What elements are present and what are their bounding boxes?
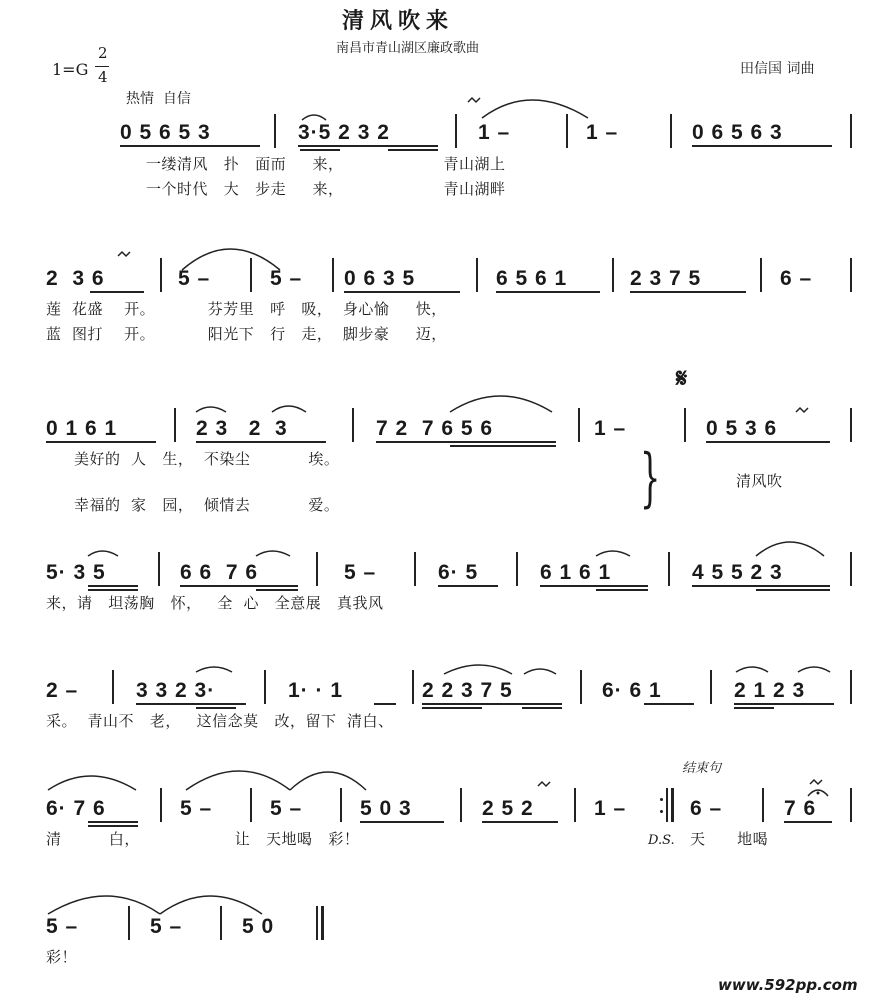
lyrics-r5: 采。 青山不 老， 这信念莫 改，留下 清白、 — [46, 712, 394, 730]
barline — [578, 408, 580, 442]
underline — [756, 589, 830, 591]
barline — [455, 114, 457, 148]
song-title: 清风吹来 — [342, 8, 455, 34]
tie-row7-a — [48, 896, 160, 914]
measure-r2-5: 6 5 6 1 — [496, 267, 568, 290]
barline — [160, 788, 162, 822]
barline — [220, 906, 222, 940]
song-subtitle: 南昌市青山湖区廉政歌曲 — [336, 41, 480, 56]
slur-row4-d — [756, 542, 824, 556]
meter-top: 2 — [98, 44, 108, 62]
lyrics-r6-after: 天 地喝 — [690, 830, 769, 848]
underline — [90, 291, 144, 293]
measure-r4-3: 5 – — [344, 561, 377, 584]
barline — [460, 788, 462, 822]
measure-r2-6: 2 3 7 5 — [630, 267, 702, 290]
slur-row4-b — [256, 551, 290, 556]
slur-row5-d — [736, 667, 768, 672]
measure-r6-7: 6 – — [690, 797, 723, 820]
lyrics-r3-v2: 幸福的 家 园， 倾情去 爱。 — [74, 496, 340, 514]
underline — [496, 291, 600, 293]
slur-row3-a — [196, 407, 226, 412]
barline — [316, 552, 318, 586]
underline — [540, 585, 648, 587]
underline — [180, 585, 298, 587]
lyrics-r3-refrain: 清风吹 — [736, 472, 783, 490]
measure-r2-1: 2 3 6 — [46, 267, 105, 290]
barline — [666, 788, 668, 822]
ornament-row1 — [468, 98, 480, 102]
measure-r1-3: 1 – — [478, 121, 511, 144]
barline — [340, 788, 342, 822]
barline — [250, 788, 252, 822]
measure-r1-5: 0 6 5 6 3 — [692, 121, 783, 144]
underline — [596, 589, 648, 591]
tie-row7-b — [160, 896, 262, 914]
lyrics-r2-v1: 莲 花盛 开。 芬芳里 呼 吸， 身心愉 快， — [46, 300, 447, 318]
barline — [850, 788, 852, 822]
barline — [476, 258, 478, 292]
measure-r7-3: 5 0 — [242, 915, 275, 938]
underline — [734, 703, 834, 705]
barline — [160, 258, 162, 292]
underline — [784, 821, 832, 823]
measure-r3-2: 2 3 2 3 — [196, 417, 288, 440]
barline — [412, 670, 414, 704]
barline — [352, 408, 354, 442]
underline — [46, 441, 156, 443]
underline — [692, 145, 832, 147]
barline — [516, 552, 518, 586]
measure-r6-4: 5 0 3 — [360, 797, 412, 820]
barline — [612, 258, 614, 292]
repeat-dot — [660, 810, 663, 813]
barline — [574, 788, 576, 822]
measure-r6-2: 5 – — [180, 797, 213, 820]
underline — [522, 707, 562, 709]
barline — [332, 258, 334, 292]
measure-r4-5: 6 1 6 1 — [540, 561, 612, 584]
measure-r3-3: 7 2 7 6 5 6 — [376, 417, 494, 440]
key-signature: 1=G — [52, 60, 89, 79]
barline — [174, 408, 176, 442]
underline — [438, 585, 498, 587]
ornament-row2 — [118, 252, 130, 256]
lyrics-r6: 清 白， 让 天地喝 彩！ — [46, 830, 360, 848]
composer-credit: 田信国 词曲 — [740, 61, 815, 77]
slur-row4-c — [596, 551, 630, 556]
measure-r4-1: 5· 3 5 — [46, 561, 106, 584]
underline — [692, 585, 830, 587]
measure-r5-2: 3 3 2 3· — [136, 679, 216, 702]
segno-sign: 𝄋 — [676, 364, 688, 394]
underline — [422, 703, 562, 705]
measure-r7-2: 5 – — [150, 915, 183, 938]
underline — [196, 441, 326, 443]
underline — [630, 291, 746, 293]
measure-r6-1: 6· 7 6 — [46, 797, 106, 820]
final-barline — [321, 906, 324, 940]
measure-r2-2: 5 – — [178, 267, 211, 290]
underline — [196, 707, 236, 709]
fermata-dot — [817, 792, 820, 795]
measure-r6-8: 7 6 — [784, 797, 817, 820]
barline — [850, 552, 852, 586]
slur-row3-b — [272, 406, 306, 412]
tie-row6-a — [186, 771, 290, 790]
measure-r3-4: 1 – — [594, 417, 627, 440]
measure-r6-5: 2 5 2 — [482, 797, 534, 820]
underline — [360, 821, 444, 823]
measure-r2-3: 5 – — [270, 267, 303, 290]
underline — [482, 821, 558, 823]
tie-row1 — [482, 100, 588, 118]
barline — [158, 552, 160, 586]
slur-row6-a — [48, 776, 136, 790]
barline — [414, 552, 416, 586]
lyrics-r7: 彩！ — [46, 948, 78, 966]
tie-row6-b — [290, 772, 366, 790]
measure-r5-5: 6· 6 1 — [602, 679, 662, 702]
measure-r6-3: 5 – — [270, 797, 303, 820]
ornament-row6b — [810, 780, 822, 784]
underline — [374, 703, 396, 705]
ending-phrase-mark: 结束句 — [682, 761, 722, 776]
barline — [112, 670, 114, 704]
barline — [128, 906, 130, 940]
lyrics-r4: 来，请 坦荡胸 怀， 全 心 全意展 真我风 — [46, 594, 384, 612]
barline — [760, 258, 762, 292]
measure-r7-1: 5 – — [46, 915, 79, 938]
slur-row3-c — [450, 396, 552, 412]
slur-row5-c — [524, 669, 556, 674]
barline — [264, 670, 266, 704]
slur-row5-b — [444, 665, 512, 674]
repeat-dot — [660, 798, 663, 801]
lyrics-r1-v2: 一个时代 大 步走 来， 青山湖畔 — [146, 180, 506, 198]
underline — [706, 441, 830, 443]
barline — [850, 258, 852, 292]
underline — [256, 589, 298, 591]
barline — [580, 670, 582, 704]
measure-r1-4: 1 – — [586, 121, 619, 144]
dal-segno-mark: D.S. — [648, 833, 675, 848]
barline — [850, 670, 852, 704]
underline — [300, 149, 340, 151]
underline — [88, 821, 138, 823]
underline — [88, 825, 138, 827]
ornament-row6 — [538, 782, 550, 786]
underline — [422, 707, 482, 709]
measure-r3-5: 0 5 3 6 — [706, 417, 778, 440]
measure-r2-7: 6 – — [780, 267, 813, 290]
tempo-marking: 热情 自信 — [126, 91, 191, 107]
lyrics-r2-v2: 蓝 图打 开。 阳光下 行 走， 脚步豪 迈， — [46, 325, 447, 343]
ornament-row3 — [796, 408, 808, 412]
barline — [762, 788, 764, 822]
barline — [684, 408, 686, 442]
underline — [644, 703, 694, 705]
lyrics-r3-v1: 美好的 人 生， 不染尘 埃。 — [74, 450, 340, 468]
slur-row5-e — [798, 667, 830, 672]
underline — [88, 585, 138, 587]
barline — [566, 114, 568, 148]
barline — [668, 552, 670, 586]
underline — [120, 145, 260, 147]
underline — [734, 707, 774, 709]
measure-r4-6: 4 5 5 2 3 — [692, 561, 783, 584]
underline — [450, 445, 556, 447]
measure-r1-1: 0 5 6 5 3 — [120, 121, 211, 144]
underline — [136, 703, 246, 705]
measure-r5-1: 2 – — [46, 679, 79, 702]
underline — [376, 441, 556, 443]
measure-r2-4: 0 6 3 5 — [344, 267, 416, 290]
barline — [250, 258, 252, 292]
measure-r5-3: 1· · 1 — [288, 679, 344, 702]
measure-r6-6: 1 – — [594, 797, 627, 820]
meter-bottom: 4 — [98, 68, 108, 86]
barline — [274, 114, 276, 148]
barline — [850, 114, 852, 148]
slur-row1-a — [302, 115, 326, 120]
underline — [88, 589, 138, 591]
barline — [671, 788, 674, 822]
measure-r4-4: 6· 5 — [438, 561, 479, 584]
lyrics-r1-v1: 一缕清风 扑 面而 来， 青山湖上 — [146, 155, 506, 173]
measure-r1-2: 3·5 2 3 2 — [298, 121, 390, 144]
measure-r4-2: 6 6 7 6 — [180, 561, 259, 584]
underline — [344, 291, 460, 293]
site-watermark: www.592pp.com — [718, 976, 858, 994]
barline — [710, 670, 712, 704]
slur-row4-a — [88, 551, 118, 556]
barline — [670, 114, 672, 148]
barline — [850, 408, 852, 442]
measure-r3-1: 0 1 6 1 — [46, 417, 118, 440]
underline — [388, 149, 438, 151]
measure-r5-4: 2 2 3 7 5 — [422, 679, 513, 702]
verse-brace: } — [640, 441, 661, 515]
slur-row5-a — [196, 667, 232, 672]
underline — [298, 145, 438, 147]
barline — [316, 906, 318, 940]
measure-r5-6: 2 1 2 3 — [734, 679, 806, 702]
